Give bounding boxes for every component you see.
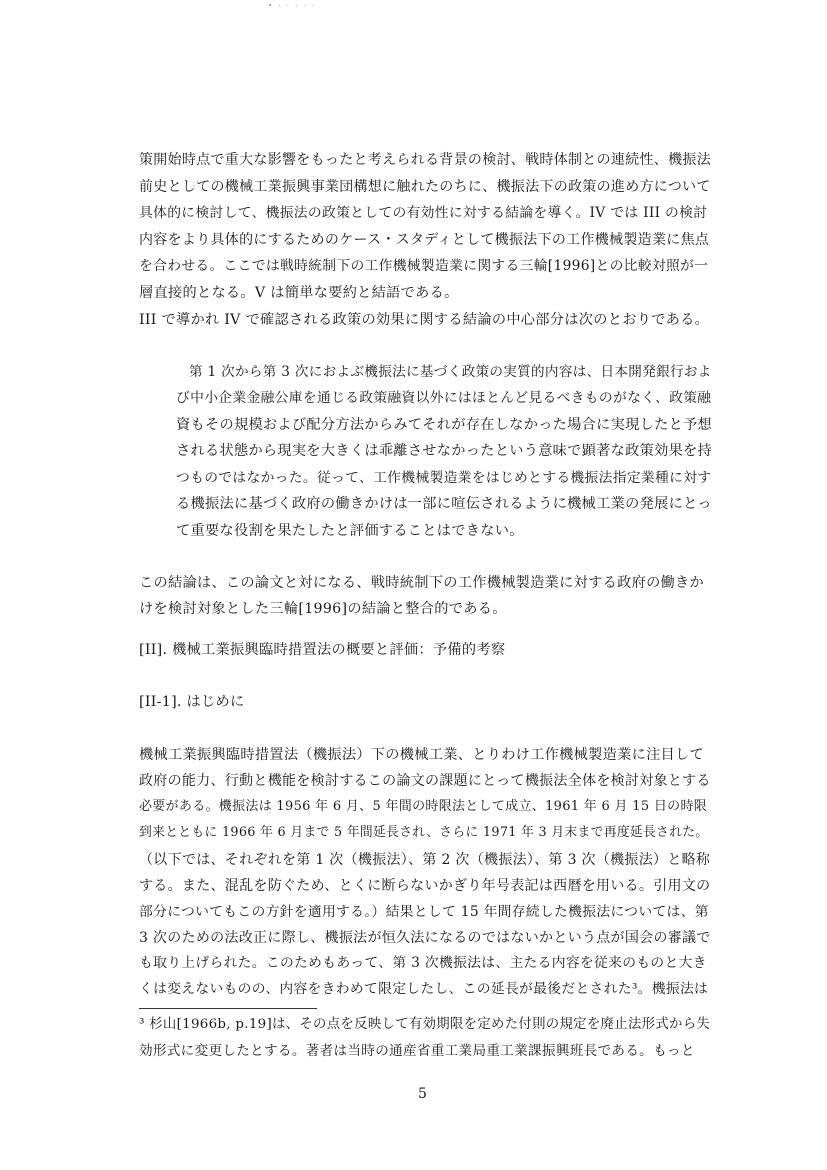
quote-line-5: つものではなかった。従って、工作機械製造業をはじめとする機振法指定業種に対す xyxy=(176,470,712,486)
paragraph-1-line-1: 策開始時点で重大な影響をもったと考えられる背景の検討、戦時体制との連続性、機振法 xyxy=(139,152,711,168)
paragraph-4-line-3: 必要がある。機振法は 1956 年 6 月、5 年間の時限法として成立、1961 年 6 月 15 日の時限 xyxy=(139,799,708,814)
paragraph-4-line-10: くは変えないものの、内容をきわめて限定したし、この延長が最後だとされた³。機振法は xyxy=(139,981,709,997)
paragraph-1-line-4: 内容をより具体的にするためのケース・スタディとして機振法下の工作機械製造業に焦点 xyxy=(139,232,710,248)
paragraph-1-line-6: 層直接的となる。V は簡単な要約と結語である。 xyxy=(139,285,459,301)
paragraph-4-line-2: 政府の能力、行動と機能を検討するこの論文の課題にとって機振法全体を検討対象とする xyxy=(139,773,711,789)
quote-line-6: る機振法に基づく政府の働きかけは一部に喧伝されるように機械工業の発展にとっ xyxy=(176,496,712,512)
quote-line-4: される状態から現実を大きくは乖離させなかったという意味で顕著な政策効果を持 xyxy=(176,443,713,459)
quote-line-3: 資もその規模および配分方法からみてそれが存在しなかった場合に実現したと予想 xyxy=(176,417,713,433)
paragraph-3-line-2: けを検討対象とした三輪[1996]の結論と整合的である。 xyxy=(139,601,507,617)
paragraph-4-line-1: 機械工業振興臨時措置法（機振法）下の機械工業、とりわけ工作機械製造業に注目して xyxy=(139,747,705,763)
page-number: 5 xyxy=(418,1086,427,1102)
footnote-rule xyxy=(139,1008,317,1009)
paragraph-4-line-4: 到来とともに 1966 年 6 月まで 5 年間延長され、さらに 1971 年 3 月末まで再度延長された。 xyxy=(139,825,709,840)
subsection-heading: [II-1]. はじめに xyxy=(139,694,245,710)
quote-line-1: 第 1 次から第 3 次におよぶ機振法に基づく政策の実質的内容は、日本開発銀行およ xyxy=(189,364,712,380)
paragraph-4-line-8: 3 次のための法改正に際し、機振法が恒久法になるのではないかという点が国会の審議で xyxy=(139,930,711,946)
paragraph-1-line-5: を合わせる。ここでは戦時統制下の工作機械製造業に関する三輪[1996]との比較対照が一 xyxy=(139,258,709,274)
paragraph-2: III で導かれ IV で確認される政策の効果に関する結論の中心部分は次のとおりである。 xyxy=(139,312,710,328)
scan-artifact-mark: • · · · · · xyxy=(268,2,317,10)
paragraph-4-line-9: も取り上げられた。このためもあって、第 3 次機振法は、主たる内容を従来のものと大き xyxy=(139,955,707,971)
section-heading: [II]. 機械工業振興臨時措置法の概要と評価：予備的考察 xyxy=(139,642,506,658)
paragraph-4-line-7: 部分についてもこの方針を適用する。）結果として 15 年間存続した機振法については、第 xyxy=(139,904,709,920)
footnote-line-1: ³ 杉山[1966b, p.19]は、その点を反映して有効期限を定めた付則の規定を廃止法形式から失 xyxy=(139,1017,711,1032)
paragraph-1-line-2: 前史としての機械工業振興事業団構想に触れたのちに、機振法下の政策の進め方について xyxy=(139,179,711,195)
quote-line-2: び中小企業金融公庫を通じる政策融資以外にはほとんど見るべきものがなく、政策融 xyxy=(176,390,712,406)
footnote-line-2: 効形式に変更したとする。著者は当時の通産省重工業局重工業課振興班長である。もっと xyxy=(139,1043,695,1059)
quote-line-7: て重要な役割を果たしたと評価することはできない。 xyxy=(176,523,524,539)
paragraph-3-line-1: この結論は、この論文と対になる、戦時統制下の工作機械製造業に対する政府の働きか xyxy=(139,575,705,591)
paragraph-1-line-3: 具体的に検討して、機振法の政策としての有効性に対する結論を導く。IV では III の検討 xyxy=(139,205,708,221)
paragraph-4-line-6: する。また、混乱を防ぐため、とくに断らないかぎり年号表記は西暦を用いる。引用文の xyxy=(139,878,711,894)
paragraph-4-line-5: （以下では、それぞれを第 1 次（機振法）、第 2 次（機振法）、第 3 次（機振法）と略称 xyxy=(139,852,711,868)
